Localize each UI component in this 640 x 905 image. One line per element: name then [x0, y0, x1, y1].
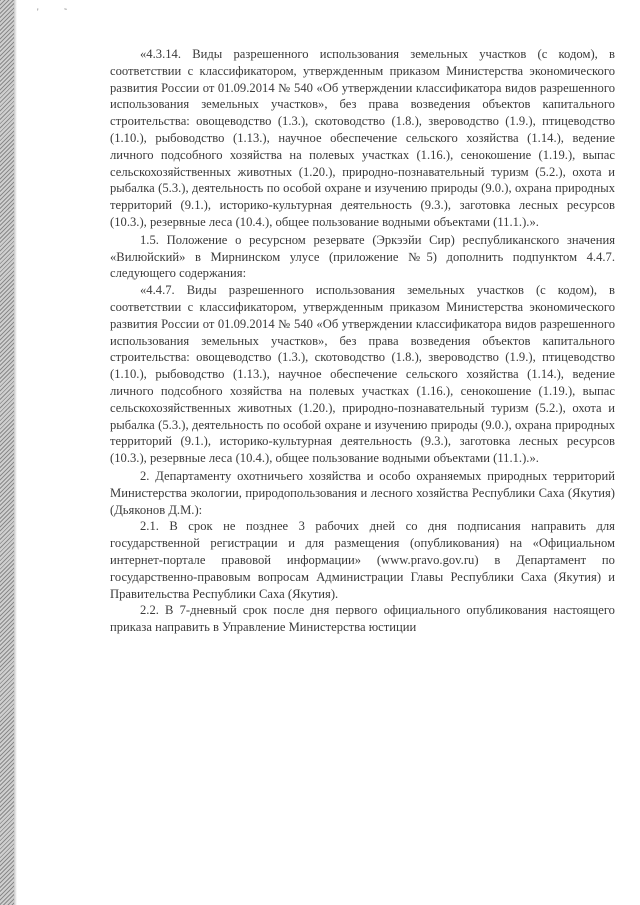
paragraph-4-4-7: «4.4.7. Виды разрешенного использования земельных участков (с кодом), в соответствии с классификатором, утвержденным приказом Министерства экономического развития России от 01.09.2014 № 540 «Об утверждении классификатора видов разрешенного использования земельных участков», без права возведения объектов капитального строительства: овощеводство (1.3.), скотоводство (1.8.), звероводство (1.9.), птицеводство (1.10.), рыбоводство (1.13.), научное обеспечение сельского хозяйства (1.14.), ведение личного подсобного хозяйства на полевых участках (1.16.), сенокошение (1.19.), выпас сельскохозяйственных животных (1.20.), природно-познавательный туризм (5.2.), охота и рыбалка (5.3.), деятельность по особой охране и изучению природы (9.0.), охрана природных территорий (9.1.), историко-культурная деятельность (9.3.), заготовка лесных ресурсов (10.3.), резервные леса (10.4.), общее пользование водными объектами (11.1.).».	[110, 283, 615, 466]
scan-mark: ˜	[64, 7, 67, 17]
paragraph-2-1: 2.1. В срок не позднее 3 рабочих дней со дня подписания направить для государственной регистрации и для размещения (опубликования) на «Официальном интернет-портале правовой информации» (www.pravo.gov.ru) в Департамент по государственно-правовым вопросам Администрации Главы Республики Саха (Якутия) и Правительства Республики Саха (Якутия).	[110, 519, 615, 601]
document-body	[110, 46, 615, 636]
scan-mark: '	[37, 7, 39, 17]
scan-edge-shadow	[0, 0, 14, 905]
paragraph-2-2: 2.2. В 7-дневный срок после дня первого официального опубликования настоящего приказа направить в Управление Министерства юстиции	[110, 603, 615, 635]
paragraph-4-3-14: «4.3.14. Виды разрешенного использования земельных участков (с кодом), в соответствии с классификатором, утвержденным приказом Министерства экономического развития России от 01.09.2014 № 540 «Об утверждении классификатора видов разрешенного использования земельных участков», без права возведения объектов капитального строительства: овощеводство (1.3.), скотоводство (1.8.), звероводство (1.9.), птицеводство (1.10.), рыбоводство (1.13.), научное обеспечение сельского хозяйства (1.14.), ведение личного подсобного хозяйства на полевых участках (1.16.), сенокошение (1.19.), выпас сельскохозяйственных животных (1.20.), природно-познавательный туризм (5.2.), охота и рыбалка (5.3.), деятельность по особой охране и изучению природы (9.0.), охрана природных территорий (9.1.), историко-культурная деятельность (9.3.), заготовка лесных ресурсов (10.3.), резервные леса (10.4.), общее пользование водными объектами (11.1.).».	[110, 47, 615, 229]
paragraph-1-5: 1.5. Положение о ресурсном резервате (Эркээйи Сир) республиканского значения «Вилюйский» в Мирнинском улусе (приложение №5) дополнить подпунктом 4.4.7. следующего содержания:	[110, 232, 615, 281]
paragraph-2: 2. Департаменту охотничьего хозяйства и особо охраняемых природных территорий Министерства экологии, природопользования и лесного хозяйства Республики Саха (Якутия) (Дьяконов Д.М.):	[110, 468, 615, 517]
